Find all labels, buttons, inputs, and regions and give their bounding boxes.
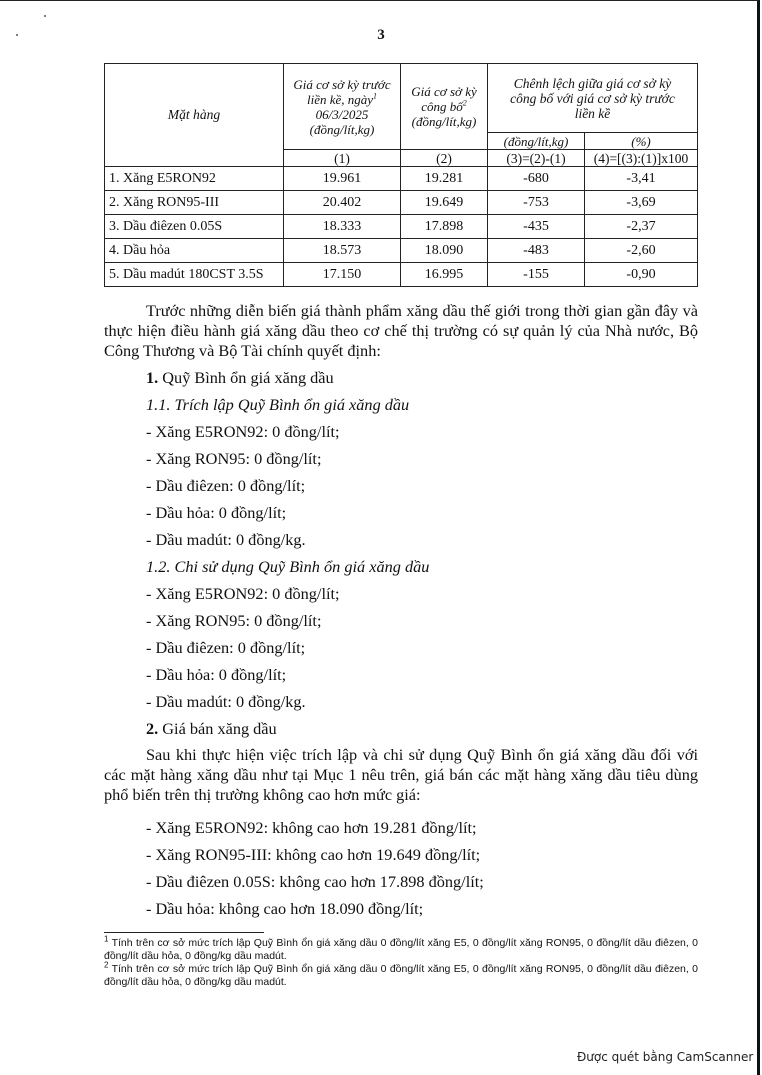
cell-pct: -0,90	[585, 263, 698, 287]
footnote-text: Tính trên cơ sở mức trích lập Quỹ Bình ổn giá xăng dầu 0 đồng/lít xăng E5, 0 đồng/lít xăng RON95, 0 đồng/lít dầu điêzen, 0 đồng/lít dầu hỏa, 0 đồng/kg dầu madút.	[104, 937, 698, 962]
cell-curr: 17.898	[401, 215, 488, 239]
section-1-heading	[146, 368, 334, 388]
list-item: - Xăng E5RON92: 0 đồng/lít;	[146, 584, 340, 603]
section-2-heading	[146, 719, 277, 739]
scan-speck	[44, 15, 46, 17]
footnote	[104, 960, 698, 989]
footnotes	[104, 934, 698, 989]
table-row	[105, 215, 698, 239]
cell-diff: -155	[488, 263, 585, 287]
header-difference	[488, 64, 698, 133]
cell-pct: -3,69	[585, 191, 698, 215]
list-item: - Dầu madút: 0 đồng/kg.	[146, 692, 306, 711]
footnote	[104, 934, 698, 963]
list-item: - Dầu madút: 0 đồng/kg.	[146, 530, 306, 549]
col-number: (2)	[401, 150, 488, 167]
list-item: - Dầu điêzen: 0 đồng/lít;	[146, 638, 306, 657]
header-line: (đồng/lít,kg)	[411, 114, 477, 129]
cell-prev: 18.573	[284, 239, 401, 263]
intro-paragraph-block	[104, 301, 698, 361]
list-item: - Xăng RON95-III: không cao hơn 19.649 đồng/lít;	[146, 845, 481, 864]
header-line: (đồng/lít,kg)	[309, 121, 375, 137]
header-diff-abs: (đồng/lít,kg)	[488, 133, 585, 150]
section-number: 1.	[146, 368, 159, 387]
list-item: - Dầu hỏa: 0 đồng/lít;	[146, 503, 287, 522]
list-item: - Dầu hỏa: 0 đồng/lít;	[146, 665, 287, 684]
cell-item: 4. Dầu hỏa	[105, 239, 284, 263]
list-item: - Xăng RON95: 0 đồng/lít;	[146, 611, 322, 630]
list-item: - Xăng RON95: 0 đồng/lít;	[146, 449, 322, 468]
list-item: - Xăng E5RON92: 0 đồng/lít;	[146, 422, 340, 441]
table-row	[105, 191, 698, 215]
header-line: 06/3/2025	[315, 106, 369, 122]
cell-pct: -2,37	[585, 215, 698, 239]
col-number: (4)=[(3):(1)]x100	[585, 150, 698, 167]
header-line: Giá cơ sở kỳ	[411, 84, 477, 99]
header-prev-price	[284, 64, 401, 150]
header-line: liền kề	[574, 105, 611, 121]
table-row	[105, 167, 698, 191]
cell-diff: -753	[488, 191, 585, 215]
header-line: Giá cơ sở kỳ trước	[293, 76, 391, 92]
header-item: Mặt hàng	[105, 64, 284, 167]
header-diff-pct: (%)	[585, 133, 698, 150]
footnote-mark: 1	[104, 934, 109, 944]
footnote-ref[interactable]: 2	[462, 98, 467, 108]
list-item: - Dầu hỏa: không cao hơn 18.090 đồng/lít;	[146, 899, 424, 918]
intro-paragraph: Trước những diễn biến giá thành phẩm xăng dầu thế giới trong thời gian gần đây và thực hiện điều hành giá xăng dầu theo cơ chế thị trường có sự quản lý của Nhà nước, Bộ Công Thương và Bộ Tài chính quyết định:	[104, 301, 698, 360]
header-line: liền kề, ngày	[306, 91, 374, 107]
cell-curr: 16.995	[401, 263, 488, 287]
list-item: - Xăng E5RON92: không cao hơn 19.281 đồng/lít;	[146, 818, 477, 837]
cell-pct: -2,60	[585, 239, 698, 263]
cell-prev: 18.333	[284, 215, 401, 239]
cell-prev: 19.961	[284, 167, 401, 191]
cell-pct: -3,41	[585, 167, 698, 191]
footnote-text: Tính trên cơ sở mức trích lập Quỹ Bình ổn giá xăng dầu 0 đồng/lít xăng E5, 0 đồng/lít xăng RON95, 0 đồng/lít dầu điêzen, 0 đồng/lít dầu hỏa, 0 đồng/kg dầu madút.	[104, 963, 698, 988]
cell-item: 1. Xăng E5RON92	[105, 167, 284, 191]
cell-prev: 17.150	[284, 263, 401, 287]
cell-curr: 19.649	[401, 191, 488, 215]
cell-item: 3. Dầu điêzen 0.05S	[105, 215, 284, 239]
cell-curr: 18.090	[401, 239, 488, 263]
section-2-paragraph: Sau khi thực hiện việc trích lập và chi sử dụng Quỹ Bình ổn giá xăng dầu đối với các mặt hàng xăng dầu như tại Mục 1 nêu trên, giá bán các mặt hàng xăng dầu tiêu dùng phổ biến trên thị trường không cao hơn mức giá:	[104, 745, 698, 804]
list-item: - Dầu điêzen 0.05S: không cao hơn 17.898 đồng/lít;	[146, 872, 484, 891]
subsection-1-2-heading: 1.2. Chi sử dụng Quỹ Bình ổn giá xăng dầu	[146, 557, 430, 576]
page-number: 3	[377, 27, 385, 43]
table-row	[105, 239, 698, 263]
price-comparison-table	[104, 63, 698, 287]
col-number: (1)	[284, 150, 401, 167]
section-2-paragraph-block	[104, 745, 698, 805]
cell-diff: -680	[488, 167, 585, 191]
table-header-row	[105, 64, 698, 133]
cell-prev: 20.402	[284, 191, 401, 215]
subsection-1-1-heading: 1.1. Trích lập Quỹ Bình ổn giá xăng dầu	[146, 395, 410, 414]
footnote-divider	[104, 932, 264, 933]
cell-diff: -435	[488, 215, 585, 239]
header-line: Chênh lệch giữa giá cơ sở kỳ	[513, 75, 672, 91]
header-line: công bố với giá cơ sở kỳ trước	[510, 90, 675, 106]
section-number: 2.	[146, 719, 159, 738]
section-title: Giá bán xăng dầu	[162, 719, 277, 738]
cell-item: 5. Dầu madút 180CST 3.5S	[105, 263, 284, 287]
camscanner-watermark: Được quét bằng CamScanner	[577, 1050, 754, 1064]
list-item: - Dầu điêzen: 0 đồng/lít;	[146, 476, 306, 495]
header-line: công bố	[421, 99, 463, 114]
cell-curr: 19.281	[401, 167, 488, 191]
cell-item: 2. Xăng RON95-III	[105, 191, 284, 215]
section-title: Quỹ Bình ổn giá xăng dầu	[162, 368, 334, 387]
cell-diff: -483	[488, 239, 585, 263]
col-number: (3)=(2)-(1)	[488, 150, 585, 167]
header-curr-price	[401, 64, 488, 150]
footnote-mark: 2	[104, 960, 109, 970]
footnote-ref[interactable]: 1	[373, 91, 378, 101]
table-row	[105, 263, 698, 287]
